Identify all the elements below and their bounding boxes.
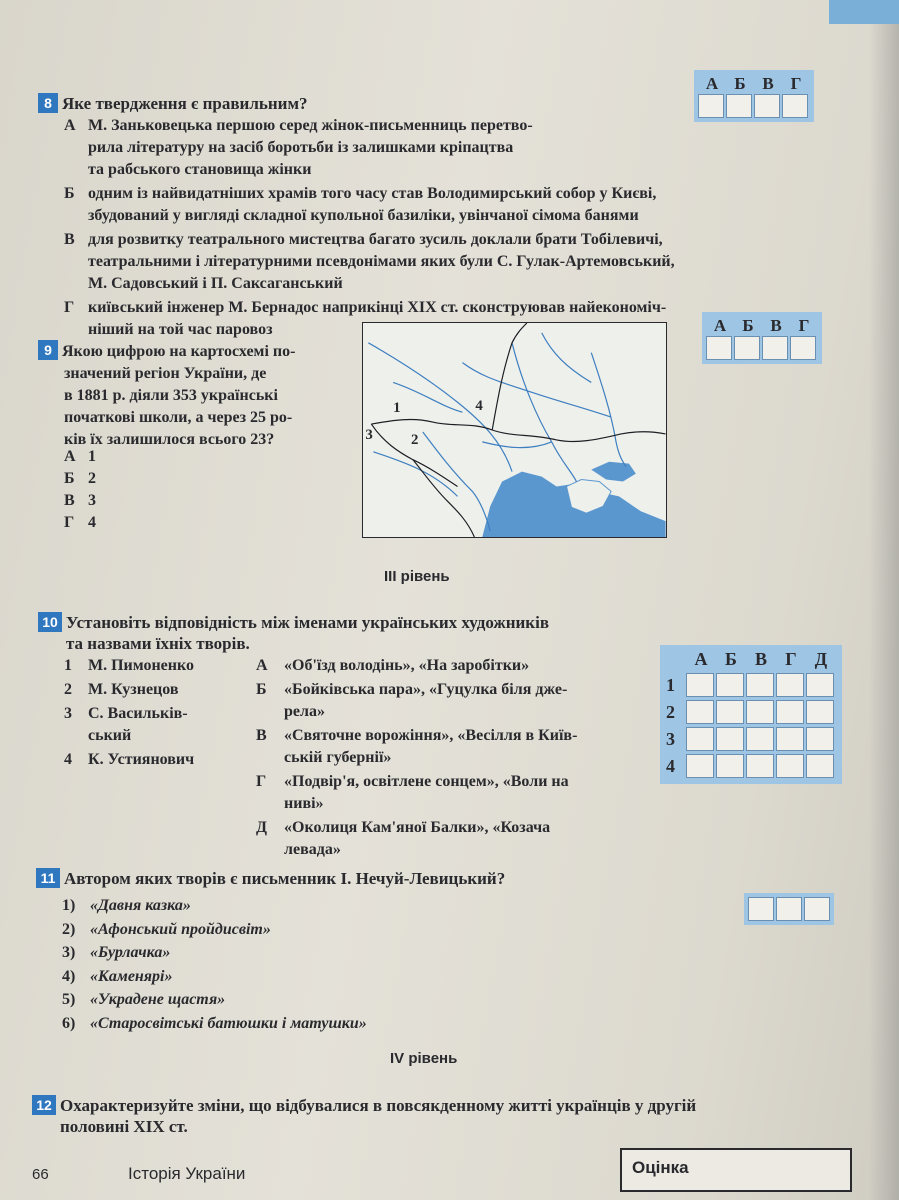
answer-cell[interactable] <box>762 336 788 360</box>
corner-tab <box>829 0 899 24</box>
grid-cell[interactable] <box>746 700 774 724</box>
grid-cell[interactable] <box>686 700 714 724</box>
grid-cell[interactable] <box>686 673 714 697</box>
q11-option-1[interactable]: 1) «Давня казка» <box>62 897 191 914</box>
q10-work-e: Д «Околиця Кам'яної Балки», «Козача левада» <box>256 819 551 858</box>
grid-cell[interactable] <box>716 700 744 724</box>
map-label-4: 4 <box>475 398 483 415</box>
q11-option-5[interactable]: 5) «Украдене щастя» <box>62 991 226 1008</box>
q12-heading: 12 Охарактеризуйте зміни, що відбувалися в повсякденному житті українців у другій половині XIX ст. <box>32 1095 852 1137</box>
grid-cell[interactable] <box>716 727 744 751</box>
q10-heading: 10 Установіть відповідність між іменами українських художників та назвами їхніх творів. <box>38 612 658 654</box>
q11-option-6[interactable]: 6) «Старосвітські батюшки і матушки» <box>62 1014 367 1032</box>
grid-cell[interactable] <box>776 754 804 778</box>
level-4-heading: IV рівень <box>390 1050 458 1067</box>
q9-option-d[interactable]: Г 4 <box>64 514 96 531</box>
q8-options <box>64 115 824 341</box>
q8-answer-box: А Б В Г <box>694 70 814 122</box>
q11-option-4[interactable]: 4) «Каменярі» <box>62 967 173 985</box>
answer-cell[interactable] <box>754 94 780 118</box>
q11-options <box>62 894 562 1035</box>
q10-answer-grid: А Б В Г Д 1 2 3 4 <box>660 645 842 784</box>
grid-cell[interactable] <box>776 727 804 751</box>
grade-label: Оцінка <box>632 1158 689 1177</box>
q11-option-3[interactable]: 3) «Бурлачка» <box>62 944 171 961</box>
grid-cell[interactable] <box>776 673 804 697</box>
grid-cell[interactable] <box>716 673 744 697</box>
book-spine-shadow <box>869 0 899 1200</box>
map-label-3: 3 <box>365 426 373 443</box>
grid-cell[interactable] <box>776 700 804 724</box>
q9-number: 9 <box>38 340 58 360</box>
q9-option-a[interactable]: А 1 <box>64 448 96 465</box>
grid-cell[interactable] <box>746 673 774 697</box>
grid-cell[interactable] <box>746 754 774 778</box>
q10-left-column <box>64 655 254 771</box>
grid-cell[interactable] <box>686 727 714 751</box>
q8-option-c[interactable]: В для розвитку театрального мистецтва багато зусиль доклали брати Тобілевичі, театральними і літературними псевдонімами яких були С. Гулак-Артемовський, М. Садовський і П. Саксаганський <box>64 231 675 292</box>
q8-question: Яке твердження є правильним? <box>62 94 308 113</box>
subject-title: Історія України <box>128 1164 246 1183</box>
map-label-1: 1 <box>393 400 401 417</box>
q11-heading: 11 Автором яких творів є письменник І. Нечуй-Левицький? <box>36 868 656 889</box>
q10-work-c: В «Святочне ворожіння», «Весілля в Київ- ській губернії» <box>256 727 578 766</box>
answer-cell[interactable] <box>734 336 760 360</box>
q10-work-b: Б «Бойківська пара», «Гуцулка біля дже- рела» <box>256 681 568 720</box>
q8-option-a[interactable]: А М. Заньковецька першою серед жінок-письменниць перетво- рила літературу на засіб боротьби із залишками кріпацтва та рабського становища жінки <box>64 117 533 178</box>
q10-work-a: А «Об'їзд володінь», «На заробітки» <box>256 657 530 674</box>
q9-heading: 9 Якою цифрою на картосхемі по- значений регіон України, де в 1881 р. діяли 353 українські початкові школи, а через 25 ро- ків їх залишилося всього 23? <box>38 340 358 451</box>
answer-cell[interactable] <box>804 897 830 921</box>
q9-answer-box: А Б В Г <box>702 312 822 364</box>
q9-option-b[interactable]: Б 2 <box>64 470 96 487</box>
q10-right-column <box>256 655 646 861</box>
q8-option-b[interactable]: Б одним із найвидатніших храмів того часу став Володимирський собор у Києві, збудований у вигляді складної купольної базиліки, увінчаної сімома банями <box>64 185 657 224</box>
map-label-2: 2 <box>410 431 419 448</box>
q10-work-d: Г «Подвір'я, освітлене сонцем», «Воли на ниві» <box>256 773 569 812</box>
azov-sea <box>591 462 636 482</box>
q12-number: 12 <box>32 1095 56 1115</box>
answer-cell[interactable] <box>782 94 808 118</box>
q11-answer-box <box>744 893 834 925</box>
q11-option-2[interactable]: 2) «Афонський пройдисвіт» <box>62 920 271 938</box>
q9-option-c[interactable]: В 3 <box>64 492 96 509</box>
ukraine-map <box>362 322 667 538</box>
grid-cell[interactable] <box>746 727 774 751</box>
answer-cell[interactable] <box>706 336 732 360</box>
grid-cell[interactable] <box>806 673 834 697</box>
q10-artist-2: 2 М. Кузнецов <box>64 681 179 698</box>
grade-box[interactable] <box>620 1148 852 1192</box>
q8-heading <box>38 93 658 114</box>
grid-cell[interactable] <box>716 754 744 778</box>
q10-artist-1: 1 М. Пимоненко <box>64 657 194 674</box>
page-number: 66 <box>32 1166 49 1183</box>
q10-artist-4: 4 К. Устиянович <box>64 751 195 768</box>
answer-cell[interactable] <box>776 897 802 921</box>
q9-options <box>64 446 164 534</box>
grid-cell[interactable] <box>806 700 834 724</box>
grid-cell[interactable] <box>806 727 834 751</box>
answer-cell[interactable] <box>698 94 724 118</box>
q8-number: 8 <box>38 93 58 113</box>
grid-cell[interactable] <box>686 754 714 778</box>
grid-cell[interactable] <box>806 754 834 778</box>
answer-cell[interactable] <box>748 897 774 921</box>
answer-cell[interactable] <box>790 336 816 360</box>
q8-option-d[interactable]: Г київський інженер М. Бернадос наприкінці XIX ст. сконструював найекономіч- ніший на той час паровоз <box>64 299 667 338</box>
q11-number: 11 <box>36 868 60 888</box>
q10-number: 10 <box>38 612 62 632</box>
level-3-heading: III рівень <box>384 568 450 585</box>
answer-cell[interactable] <box>726 94 752 118</box>
q10-artist-3: 3 С. Васильків- ський <box>64 705 188 744</box>
